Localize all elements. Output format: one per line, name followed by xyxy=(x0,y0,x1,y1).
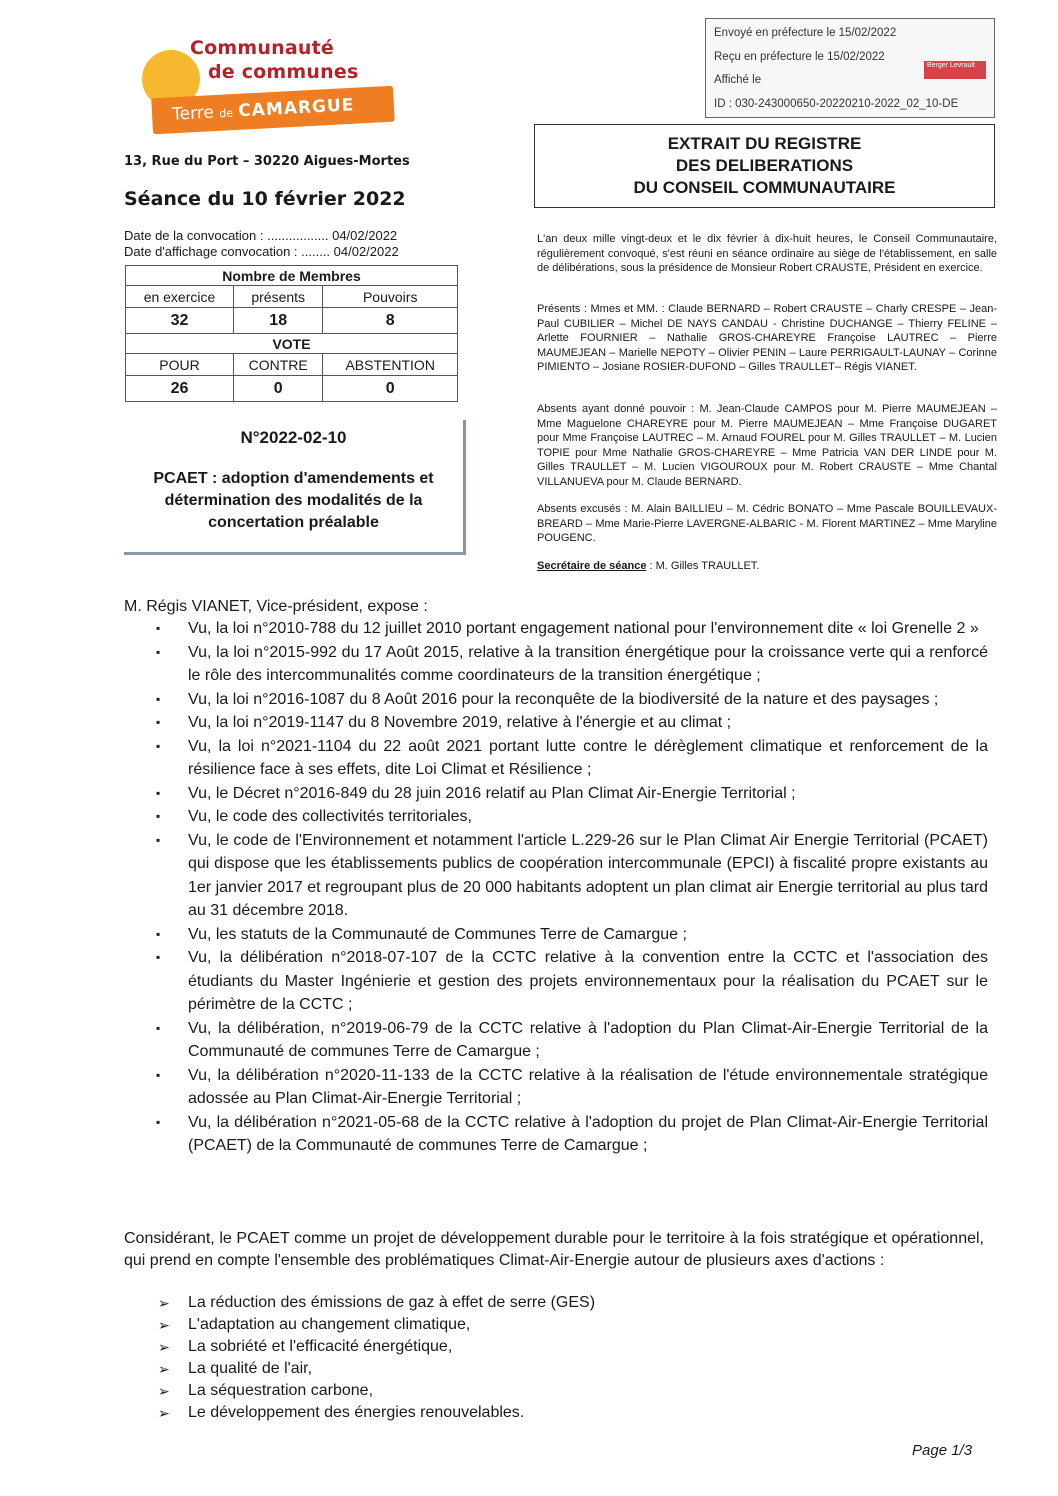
seance-title: Séance du 10 février 2022 xyxy=(124,188,406,210)
list-item: ▪ Vu, la loi n°2021-1104 du 22 août 2021 portant lutte contre le dérèglement climatique et renforcement de la résilience face à ses effets, dite Loi Climat et Résilience ; xyxy=(150,735,988,782)
list-item: ▪ Vu, le code des collectivités territoriales, xyxy=(150,805,988,829)
convocation-dates xyxy=(124,228,399,260)
label-presents: présents xyxy=(233,286,322,308)
list-item: ▪ Vu, la loi n°2016-1087 du 8 Août 2016 pour la reconquête de la biodiversité de la nature et des paysages ; xyxy=(150,688,988,712)
logo-name xyxy=(190,36,358,84)
secretaire-label: Secrétaire de séance xyxy=(537,560,647,572)
prefecture-stamp xyxy=(705,18,995,118)
list-item: ➢ La qualité de l'air, xyxy=(158,1358,595,1380)
secretaire-value: : M. Gilles TRAULLET. xyxy=(646,560,760,572)
logo-tag-terre: Terre xyxy=(171,102,215,125)
label-pouvoirs: Pouvoirs xyxy=(323,286,458,308)
value-pouvoirs: 8 xyxy=(323,308,458,334)
deliberation-box xyxy=(124,420,466,555)
list-item: ▪ Vu, le code de l'Environnement et notamment l'article L.229-26 sur le Plan Climat Air Energie Territorial (PCAET) qui dispose que les établissements publics de coopération intercommunale (EPCI) à fiscalité propre existants au 1er janvier 2017 et regroupant plus de 20 000 habitants adoptent un plan climat air Energie territorial au plus tard au 31 décembre 2018. xyxy=(150,829,988,923)
list-item: ▪ Vu, la délibération n°2018-07-107 de la CCTC relative à la convention entre la CCTC et l'association des étudiants du Master Ingénierie et gestion des projets environnementaux pour la réalisation du PCAET sur le périmètre de la CCTC ; xyxy=(150,946,988,1017)
list-item: ▪ Vu, la délibération n°2020-11-133 de la CCTC relative à la réalisation de l'étude environnementale stratégique adossée au Plan Climat-Air-Energie Territorial ; xyxy=(150,1064,988,1111)
value-abstention: 0 xyxy=(323,376,458,402)
logo-tag-de: de xyxy=(218,106,234,121)
members-table xyxy=(125,265,458,402)
value-contre: 0 xyxy=(233,376,322,402)
list-item: ▪ Vu, les statuts de la Communauté de Communes Terre de Camargue ; xyxy=(150,923,988,947)
date-affichage: Date d'affichage convocation : ........ 04/02/2022 xyxy=(124,244,399,259)
address: 13, Rue du Port – 30220 Aigues-Mortes xyxy=(124,154,410,169)
meta-intro: L'an deux mille vingt-deux et le dix février à dix-huit heures, le Conseil Communautaire, régulièrement convoqué, s'est réuni en séance ordinaire au siège de l'établissement, en salle de délibérations, sous la présidence de Monsieur Robert CRAUSTE, Président en exercice. xyxy=(537,233,997,274)
page-number: Page 1/3 xyxy=(912,1442,973,1459)
extract-line-2: DES DELIBERATIONS xyxy=(675,156,854,175)
meta-secretaire xyxy=(537,559,997,574)
label-abstention: ABSTENTION xyxy=(323,354,458,376)
deliberation-title: PCAET : adoption d'amendements et détermination des modalités de la concertation préalable xyxy=(153,470,434,531)
value-presents: 18 xyxy=(233,308,322,334)
meta-excuses: Absents excusés : M. Alain BAILLIEU – M. Cédric BONATO – Mme Pascale BOUILLEVAUX-BREARD – Mme Marie-Pierre LAVERGNE-ALBARIC - M. Florent MARTINEZ – Mme Maryline POUGENC. xyxy=(537,503,997,544)
list-item: ▪ Vu, la délibération, n°2019-06-79 de la CCTC relative à l'adoption du Plan Climat-Air-Energie Territorial de la Communauté de communes Terre de Camargue ; xyxy=(150,1017,988,1064)
meta-presents: Présents : Mmes et MM. : Claude BERNARD – Robert CRAUSTE – Charly CRESPE – Jean-Paul CUBILIER – Michel DE NAYS CANDAU - Christine DUCHANGE – Thierry FELINE – Arlette FOURNIER – Nathalie GROS-CHAREYRE Françoise LAUTREC – Pierre MAUMEJEAN – Marielle NEPOTY – Olivier PENIN – Laure PERRIGAULT-LAUNAY – Corinne PIMIENTO – Josiane ROSIER-DUFOND – Gilles TRAULLET– Régis VIANET. xyxy=(537,303,997,373)
considerant-paragraph: Considérant, le PCAET comme un projet de développement durable pour le territoire à la fois stratégique et opérationnel, qui prend en compte l'ensemble des problématiques Climat-Air-Energie autour de plusieurs axes d'actions : xyxy=(124,1230,984,1269)
vote-title: VOTE xyxy=(126,334,458,354)
value-en-exercice: 32 xyxy=(126,308,234,334)
list-item: ▪ Vu, la loi n°2010-788 du 12 juillet 2010 portant engagement national pour l'environnement dite « loi Grenelle 2 » xyxy=(150,617,988,641)
logo-line-2: de communes xyxy=(208,61,359,83)
members-title: Nombre de Membres xyxy=(126,266,458,286)
list-item: ▪ Vu, la délibération n°2021-05-68 de la CCTC relative à l'adoption du projet de Plan Climat-Air-Energie Territorial (PCAET) de la Communauté de communes Terre de Camargue ; xyxy=(150,1111,988,1158)
logo xyxy=(140,30,400,140)
logo-tag-camargue: CAMARGUE xyxy=(237,95,355,122)
logo-line-1: Communauté xyxy=(190,37,334,59)
label-en-exercice: en exercice xyxy=(126,286,234,308)
list-item: ▪ Vu, le Décret n°2016-849 du 28 juin 2016 relatif au Plan Climat Air-Energie Territorial ; xyxy=(150,782,988,806)
list-item: ▪ Vu, la loi n°2019-1147 du 8 Novembre 2019, relative à l'énergie et au climat ; xyxy=(150,711,988,735)
value-pour: 26 xyxy=(126,376,234,402)
label-contre: CONTRE xyxy=(233,354,322,376)
list-item: ➢ La séquestration carbone, xyxy=(158,1380,595,1402)
stamp-id: ID : 030-243000650-20220210-2022_02_10-DE xyxy=(714,98,959,110)
meta-pouvoirs: Absents ayant donné pouvoir : M. Jean-Claude CAMPOS pour M. Pierre MAUMEJEAN – Mme Maguelone CHAREYRE pour M. Pierre MAUMEJEAN – Mme Françoise DUGARET pour Mme Françoise LAUTREC – M. Arnaud FOUREL pour M. Gilles TRAULLET – M. Lucien TOPIE pour Mme Nathalie GROS-CHAREYRE – Mme Patricia VAN DER LINDE pour M. Gilles TRAULLET – M. Lucien VIGOUROUX pour M. Robert CRAUSTE – Mme Chantal VILLANUEVA pour M. Claude BERNARD. xyxy=(537,403,997,488)
berger-levrault-logo: Berger Levrault xyxy=(924,61,986,79)
expose-line: M. Régis VIANET, Vice-président, expose : xyxy=(124,598,428,615)
axes-list xyxy=(158,1292,595,1424)
extract-box xyxy=(534,124,995,208)
stamp-envoye: Envoyé en préfecture le 15/02/2022 xyxy=(714,27,897,39)
list-item: ➢ La sobriété et l'efficacité énergétique, xyxy=(158,1336,595,1358)
label-pour: POUR xyxy=(126,354,234,376)
list-item: ▪ Vu, la loi n°2015-992 du 17 Août 2015, relative à la transition énergétique pour la croissance verte qui a renforcé le rôle des intercommunalités comme coordinateurs de la transition énergétique ; xyxy=(150,641,988,688)
deliberation-number: N°2022-02-10 xyxy=(240,428,347,447)
list-item: ➢ Le développement des énergies renouvelables. xyxy=(158,1402,595,1424)
extract-line-3: DU CONSEIL COMMUNAUTAIRE xyxy=(633,178,896,197)
list-item: ➢ La réduction des émissions de gaz à effet de serre (GES) xyxy=(158,1292,595,1314)
vu-list xyxy=(150,617,988,1158)
extract-line-1: EXTRAIT DU REGISTRE xyxy=(667,134,862,153)
list-item: ➢ L'adaptation au changement climatique, xyxy=(158,1314,595,1336)
stamp-affiche: Affiché le xyxy=(714,74,762,86)
date-convocation: Date de la convocation : ................. 04/02/2022 xyxy=(124,228,398,243)
stamp-recu: Reçu en préfecture le 15/02/2022 xyxy=(714,51,885,63)
